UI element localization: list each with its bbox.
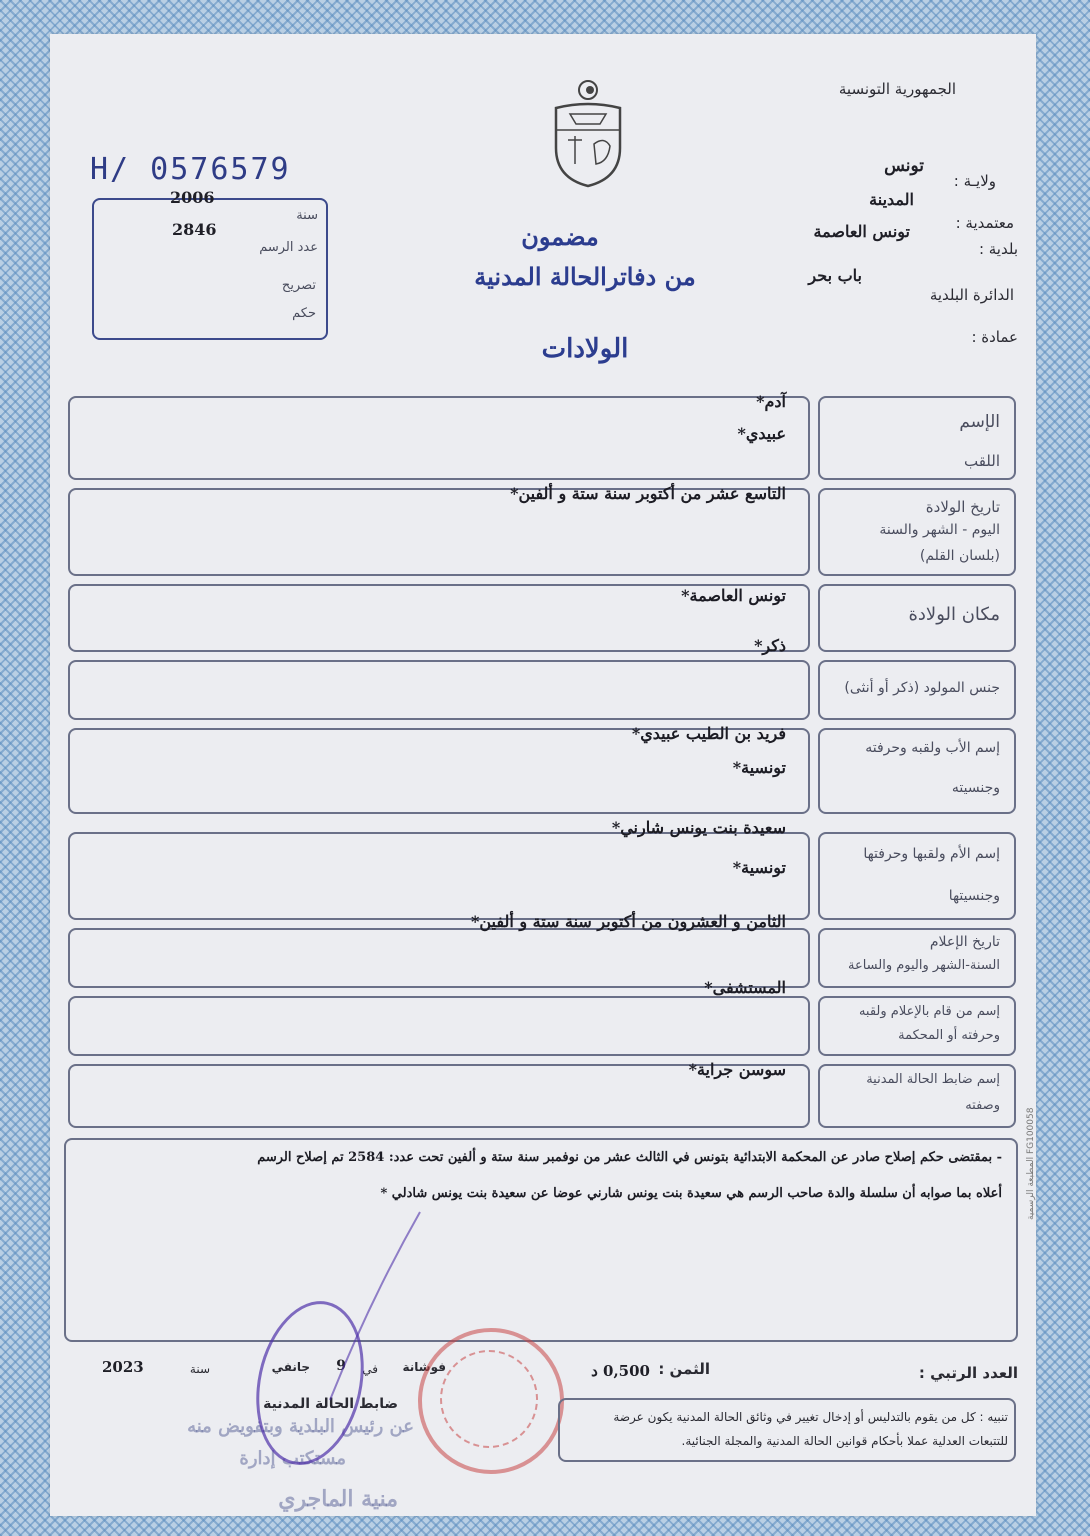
mother-nationality-value: تونسية* [732, 858, 786, 877]
surname-label: اللقب [963, 452, 1000, 470]
birthdate-sublabel: اليوم - الشهر والسنة [879, 522, 1000, 538]
mother-label: إسم الأم ولقبها وحرفتها [863, 846, 1000, 862]
registry-year-value: 2006 [170, 188, 215, 207]
issue-month: جانفي [271, 1360, 310, 1374]
declaration-date-label: تاريخ الإعلام [929, 934, 1000, 950]
document-title: مضمون [521, 222, 599, 251]
warning-box [558, 1398, 1016, 1462]
coat-of-arms-icon [548, 78, 628, 188]
father-value: فريد بن الطيب عبيدي* [631, 724, 786, 743]
marginal-note-box [64, 1138, 1018, 1342]
daira-value: باب بحر [808, 266, 862, 285]
municipal-seal-stamp [418, 1328, 564, 1474]
issue-place: فوشانة [402, 1360, 446, 1374]
signature-stroke [310, 1210, 430, 1410]
sex-label: جنس المولود (ذكر أو أنثى) [844, 680, 1000, 696]
marginal-note-line2: أعلاه بما صوابه أن سلسلة والدة صاحب الرسم هي سعيدة بنت يونس شارني عوضا عن سعيدة بنت يونس شادلي * [380, 1186, 1002, 1201]
declarant-value-box [68, 996, 810, 1056]
issue-year-label: سنة [189, 1362, 210, 1376]
birthplace-label: مكان الولادة [908, 604, 1000, 625]
issue-year-value: 2023 [102, 1358, 144, 1376]
father-nationality-value: تونسية* [732, 758, 786, 777]
issue-date-in: في [362, 1362, 378, 1376]
stamp-text-delegation: عن رئيس البلدية وبتفويض منه [187, 1416, 414, 1437]
issue-day: 9 [336, 1358, 346, 1374]
price-label: الثمن : [658, 1360, 710, 1378]
declarant-sublabel: وحرفته أو المحكمة [898, 1028, 1000, 1043]
registry-declaration-label: تصريح [281, 278, 316, 293]
mother-value: سعيدة بنت يونس شارني* [611, 818, 786, 837]
father-nationality-label: وجنسيته [951, 780, 1000, 796]
sex-value: ذكر* [754, 636, 786, 655]
declarant-label: إسم من قام بالإعلام ولقبه [858, 1004, 1000, 1019]
serial-number: H/ 0576579 [90, 152, 291, 187]
wilaya-label: ولايـة : [953, 172, 996, 190]
officer-sublabel: وصفته [965, 1098, 1000, 1113]
birthdate-label: تاريخ الولادة [925, 498, 1000, 516]
stamp-text-role: مستكتب إدارة [239, 1448, 346, 1469]
officer-label: إسم ضابط الحالة المدنية [866, 1072, 1000, 1087]
mootamadia-value: المدينة [869, 190, 914, 209]
warning-line1: تنبيه : كل من يقوم بالتدليس أو إدخال تغيير في وثائق الحالة المدنية يكون عرضة [613, 1410, 1008, 1424]
registry-number-label: عدد الرسم [259, 240, 318, 255]
declaration-date-sublabel: السنة-الشهر واليوم والساعة [847, 958, 1000, 973]
registry-number-value: 2846 [172, 220, 217, 239]
republic-heading: الجمهورية التونسية [838, 80, 956, 98]
name-value: آدم* [756, 392, 786, 411]
birthdate-value: التاسع عشر من أكتوبر سنة ستة و ألفين* [510, 484, 786, 503]
father-label: إسم الأب ولقبه وحرفته [865, 740, 1000, 756]
name-label: الإسم [959, 412, 1000, 432]
registry-year-label: سنة [296, 208, 318, 223]
officer-value: سوسن جراية* [688, 1060, 786, 1079]
mootamadia-label: معتمدية : [955, 214, 1014, 232]
side-print-code: المطبعة الرسمية FG100058 [1026, 1107, 1036, 1220]
surname-value: عبيدي* [737, 424, 786, 443]
price-value: 0,500 د [591, 1362, 650, 1380]
serial-label: العدد الرتبي : [918, 1364, 1018, 1382]
warning-line2: للتتبعات العدلية عملا بأحكام قوانين الحالة المدنية والمجلة الجنائية. [681, 1434, 1008, 1448]
baladia-label: بلدية : [978, 240, 1018, 258]
baladia-value: تونس العاصمة [813, 222, 910, 241]
declaration-date-value: الثامن و العشرون من أكتوبر سنة ستة و ألفين* [470, 912, 786, 931]
imada-label: عمادة : [971, 328, 1018, 346]
stamp-text-name: منية الماجري [278, 1486, 398, 1512]
birthplace-value: تونس العاصمة* [681, 586, 786, 605]
document-subtitle: من دفاترالحالة المدنية [474, 262, 696, 291]
declaration-date-value-box [68, 928, 810, 988]
registry-judgment-label: حكم [292, 306, 316, 321]
mother-nationality-label: وجنسيتها [948, 888, 1000, 904]
mother-value-box [68, 832, 810, 920]
section-title: الولادات [541, 334, 629, 364]
marginal-note-line1: - بمقتضى حكم إصلاح صادر عن المحكمة الابتدائية بتونس في الثالث عشر من نوفمبر سنة ستة و ألفين تحت عدد: 2584 تم إصلاح الرسم [257, 1150, 1002, 1165]
birthdate-hint: (بلسان القلم) [919, 548, 1000, 564]
name-value-box [68, 396, 810, 480]
officer-signature-title: ضابط الحالة المدنية [263, 1396, 398, 1412]
declarant-value: المستشفى* [704, 978, 786, 997]
sex-value-box [68, 660, 810, 720]
daira-label: الدائرة البلدية [929, 286, 1014, 304]
wilaya-value: تونس [884, 156, 924, 176]
